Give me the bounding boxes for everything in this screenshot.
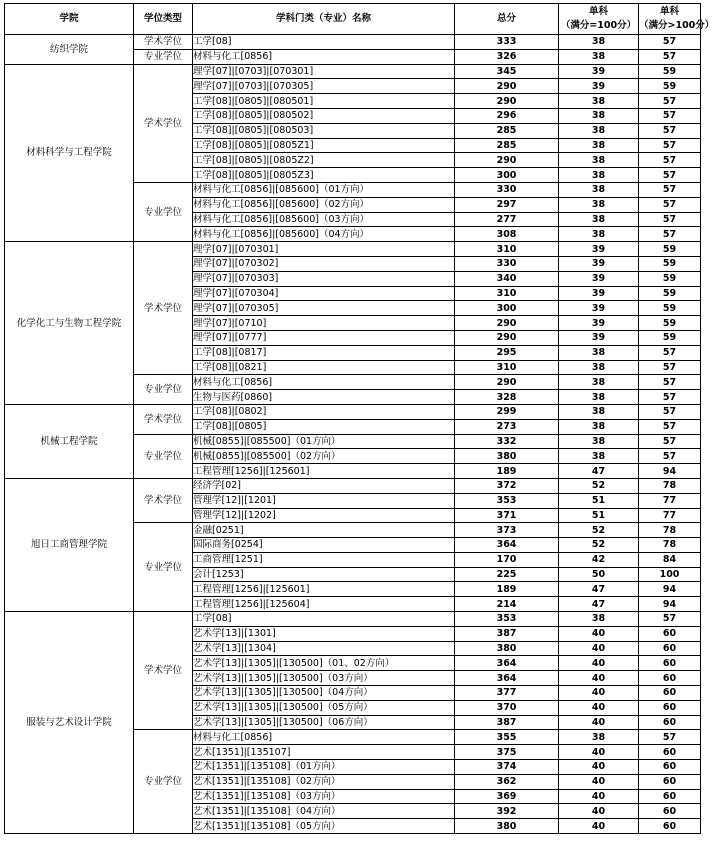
- major-cell: 工学[08]|[0805]|[0805Z1]: [193, 138, 455, 153]
- single-score-b-cell: 59: [639, 242, 701, 257]
- major-cell: 机械[0855]|[085500]（01方向）: [193, 434, 455, 449]
- single-score-b-cell: 78: [639, 478, 701, 493]
- degree-type-cell: 学术学位: [134, 404, 193, 434]
- single-score-a-cell: 39: [559, 286, 639, 301]
- total-score-cell: 392: [455, 804, 559, 819]
- single-score-b-cell: 59: [639, 271, 701, 286]
- college-cell: 纺织学院: [5, 35, 134, 65]
- single-score-a-cell: 50: [559, 567, 639, 582]
- single-score-b-cell: 57: [639, 182, 701, 197]
- degree-type-cell: 专业学位: [134, 375, 193, 405]
- major-cell: 工学[08]|[0805]|[080502]: [193, 108, 455, 123]
- single-score-a-cell: 47: [559, 464, 639, 479]
- single-score-a-cell: 38: [559, 94, 639, 109]
- major-cell: 工程管理[1256]|[125601]: [193, 582, 455, 597]
- total-score-cell: 328: [455, 390, 559, 405]
- major-cell: 艺术学[13]|[1305]|[130500]（04方向）: [193, 686, 455, 701]
- single-score-a-cell: 40: [559, 641, 639, 656]
- college-cell: 化学化工与生物工程学院: [5, 242, 134, 405]
- major-cell: 艺术[1351]|[135108]（04方向）: [193, 804, 455, 819]
- major-cell: 艺术[1351]|[135108]（01方向）: [193, 760, 455, 775]
- single-score-b-cell: 57: [639, 449, 701, 464]
- major-cell: 艺术[1351]|[135107]: [193, 745, 455, 760]
- major-cell: 理学[07]|[0703]|[070305]: [193, 79, 455, 94]
- single-score-b-cell: 94: [639, 597, 701, 612]
- single-score-b-cell: 60: [639, 745, 701, 760]
- total-score-cell: 340: [455, 271, 559, 286]
- header-single-a-line2: （满分=100分）: [560, 20, 637, 31]
- table-row: [5, 35, 701, 50]
- table-row: [5, 478, 701, 493]
- single-score-b-cell: 57: [639, 345, 701, 360]
- major-cell: 理学[07]|[0777]: [193, 330, 455, 345]
- single-score-b-cell: 57: [639, 612, 701, 627]
- major-cell: 艺术学[13]|[1305]|[130500]（03方向）: [193, 671, 455, 686]
- total-score-cell: 189: [455, 464, 559, 479]
- single-score-b-cell: 78: [639, 523, 701, 538]
- total-score-cell: 285: [455, 123, 559, 138]
- single-score-a-cell: 39: [559, 316, 639, 331]
- major-cell: 金融[0251]: [193, 523, 455, 538]
- total-score-cell: 330: [455, 182, 559, 197]
- major-cell: 理学[07]|[0710]: [193, 316, 455, 331]
- single-score-a-cell: 38: [559, 449, 639, 464]
- degree-type-cell: 专业学位: [134, 182, 193, 241]
- single-score-b-cell: 94: [639, 464, 701, 479]
- total-score-cell: 326: [455, 49, 559, 64]
- major-cell: 材料与化工[0856]: [193, 49, 455, 64]
- single-score-a-cell: 38: [559, 123, 639, 138]
- total-score-cell: 170: [455, 552, 559, 567]
- major-cell: 艺术学[13]|[1304]: [193, 641, 455, 656]
- single-score-b-cell: 59: [639, 286, 701, 301]
- single-score-a-cell: 38: [559, 182, 639, 197]
- header-degree-type: 学位类型: [134, 4, 193, 35]
- major-cell: 材料与化工[0856]: [193, 730, 455, 745]
- single-score-a-cell: 51: [559, 493, 639, 508]
- total-score-cell: 277: [455, 212, 559, 227]
- single-score-a-cell: 39: [559, 79, 639, 94]
- single-score-b-cell: 60: [639, 686, 701, 701]
- single-score-a-cell: 40: [559, 804, 639, 819]
- major-cell: 艺术[1351]|[135108]（05方向）: [193, 819, 455, 834]
- single-score-a-cell: 38: [559, 612, 639, 627]
- total-score-cell: 300: [455, 168, 559, 183]
- single-score-a-cell: 38: [559, 197, 639, 212]
- total-score-cell: 300: [455, 301, 559, 316]
- single-score-b-cell: 60: [639, 626, 701, 641]
- major-cell: 艺术[1351]|[135108]（02方向）: [193, 774, 455, 789]
- major-cell: 工学[08]|[0802]: [193, 404, 455, 419]
- single-score-a-cell: 40: [559, 686, 639, 701]
- total-score-cell: 364: [455, 656, 559, 671]
- single-score-b-cell: 78: [639, 538, 701, 553]
- total-score-cell: 299: [455, 404, 559, 419]
- header-total: 总分: [455, 4, 559, 35]
- major-cell: 管理学[12]|[1201]: [193, 493, 455, 508]
- total-score-cell: 310: [455, 360, 559, 375]
- major-cell: 工程管理[1256]|[125604]: [193, 597, 455, 612]
- total-score-cell: 374: [455, 760, 559, 775]
- college-cell: 服装与艺术设计学院: [5, 612, 134, 834]
- single-score-a-cell: 51: [559, 508, 639, 523]
- major-cell: 工学[08]|[0805]|[0805Z3]: [193, 168, 455, 183]
- single-score-a-cell: 38: [559, 35, 639, 50]
- major-cell: 材料与化工[0856]|[085600]（01方向）: [193, 182, 455, 197]
- major-cell: 理学[07]|[070303]: [193, 271, 455, 286]
- degree-type-cell: 专业学位: [134, 434, 193, 478]
- total-score-cell: 387: [455, 626, 559, 641]
- major-cell: 理学[07]|[0703]|[070301]: [193, 64, 455, 79]
- total-score-cell: 308: [455, 227, 559, 242]
- total-score-cell: 353: [455, 493, 559, 508]
- total-score-cell: 290: [455, 375, 559, 390]
- major-cell: 工商管理[1251]: [193, 552, 455, 567]
- header-single-b-line1: 单科: [659, 6, 679, 17]
- major-cell: 材料与化工[0856]|[085600]（02方向）: [193, 197, 455, 212]
- major-cell: 生物与医药[0860]: [193, 390, 455, 405]
- single-score-a-cell: 52: [559, 538, 639, 553]
- single-score-a-cell: 39: [559, 256, 639, 271]
- single-score-b-cell: 60: [639, 700, 701, 715]
- single-score-b-cell: 57: [639, 375, 701, 390]
- total-score-cell: 310: [455, 242, 559, 257]
- total-score-cell: 290: [455, 316, 559, 331]
- total-score-cell: 273: [455, 419, 559, 434]
- single-score-a-cell: 40: [559, 789, 639, 804]
- single-score-a-cell: 40: [559, 715, 639, 730]
- college-cell: 材料科学与工程学院: [5, 64, 134, 242]
- total-score-cell: 214: [455, 597, 559, 612]
- single-score-b-cell: 57: [639, 123, 701, 138]
- degree-type-cell: 专业学位: [134, 730, 193, 834]
- single-score-b-cell: 57: [639, 434, 701, 449]
- single-score-a-cell: 38: [559, 345, 639, 360]
- total-score-cell: 296: [455, 108, 559, 123]
- single-score-b-cell: 60: [639, 819, 701, 834]
- major-cell: 工学[08]|[0805]: [193, 419, 455, 434]
- major-cell: 工程管理[1256]|[125601]: [193, 464, 455, 479]
- major-cell: 材料与化工[0856]|[085600]（04方向）: [193, 227, 455, 242]
- single-score-b-cell: 57: [639, 49, 701, 64]
- major-cell: 会计[1253]: [193, 567, 455, 582]
- single-score-a-cell: 38: [559, 419, 639, 434]
- degree-type-cell: 专业学位: [134, 49, 193, 64]
- total-score-cell: 310: [455, 286, 559, 301]
- header-college: 学院: [5, 4, 134, 35]
- major-cell: 管理学[12]|[1202]: [193, 508, 455, 523]
- single-score-b-cell: 57: [639, 730, 701, 745]
- total-score-cell: 369: [455, 789, 559, 804]
- single-score-a-cell: 38: [559, 375, 639, 390]
- single-score-b-cell: 57: [639, 108, 701, 123]
- single-score-b-cell: 59: [639, 64, 701, 79]
- single-score-a-cell: 38: [559, 390, 639, 405]
- college-cell: 机械工程学院: [5, 404, 134, 478]
- total-score-cell: 373: [455, 523, 559, 538]
- total-score-cell: 295: [455, 345, 559, 360]
- header-row: [5, 4, 701, 35]
- major-cell: 理学[07]|[070304]: [193, 286, 455, 301]
- single-score-b-cell: 60: [639, 789, 701, 804]
- total-score-cell: 225: [455, 567, 559, 582]
- single-score-b-cell: 60: [639, 715, 701, 730]
- single-score-b-cell: 77: [639, 493, 701, 508]
- single-score-a-cell: 38: [559, 153, 639, 168]
- single-score-a-cell: 38: [559, 404, 639, 419]
- total-score-cell: 290: [455, 79, 559, 94]
- single-score-a-cell: 40: [559, 671, 639, 686]
- table-row: [5, 242, 701, 257]
- table-row: [5, 64, 701, 79]
- single-score-a-cell: 40: [559, 745, 639, 760]
- single-score-a-cell: 40: [559, 760, 639, 775]
- major-cell: 艺术学[13]|[1305]|[130500]（05方向）: [193, 700, 455, 715]
- table-row: [5, 612, 701, 627]
- header-single-a: [559, 4, 639, 35]
- single-score-a-cell: 40: [559, 700, 639, 715]
- header-single-a-line1: 单科: [588, 6, 608, 17]
- degree-type-cell: 学术学位: [134, 35, 193, 50]
- single-score-b-cell: 59: [639, 301, 701, 316]
- major-cell: 艺术[1351]|[135108]（03方向）: [193, 789, 455, 804]
- single-score-b-cell: 57: [639, 390, 701, 405]
- single-score-a-cell: 39: [559, 330, 639, 345]
- single-score-a-cell: 38: [559, 138, 639, 153]
- major-cell: 艺术学[13]|[1305]|[130500]（01、02方向）: [193, 656, 455, 671]
- single-score-b-cell: 57: [639, 419, 701, 434]
- single-score-b-cell: 59: [639, 316, 701, 331]
- total-score-cell: 375: [455, 745, 559, 760]
- major-cell: 工学[08]|[0821]: [193, 360, 455, 375]
- single-score-b-cell: 57: [639, 153, 701, 168]
- single-score-a-cell: 52: [559, 478, 639, 493]
- single-score-a-cell: 38: [559, 49, 639, 64]
- single-score-a-cell: 39: [559, 64, 639, 79]
- single-score-a-cell: 38: [559, 108, 639, 123]
- header-major: 学科门类（专业）名称: [193, 4, 455, 35]
- single-score-a-cell: 38: [559, 212, 639, 227]
- single-score-a-cell: 52: [559, 523, 639, 538]
- major-cell: 国际商务[0254]: [193, 538, 455, 553]
- degree-type-cell: 学术学位: [134, 64, 193, 182]
- total-score-cell: 380: [455, 641, 559, 656]
- single-score-b-cell: 94: [639, 582, 701, 597]
- major-cell: 工学[08]: [193, 35, 455, 50]
- single-score-b-cell: 57: [639, 404, 701, 419]
- single-score-b-cell: 57: [639, 168, 701, 183]
- single-score-b-cell: 59: [639, 79, 701, 94]
- single-score-a-cell: 40: [559, 656, 639, 671]
- single-score-b-cell: 60: [639, 671, 701, 686]
- major-cell: 材料与化工[0856]: [193, 375, 455, 390]
- major-cell: 理学[07]|[070302]: [193, 256, 455, 271]
- degree-type-cell: 专业学位: [134, 523, 193, 612]
- single-score-b-cell: 60: [639, 760, 701, 775]
- single-score-a-cell: 40: [559, 819, 639, 834]
- degree-type-cell: 学术学位: [134, 242, 193, 375]
- total-score-cell: 387: [455, 715, 559, 730]
- degree-type-cell: 学术学位: [134, 612, 193, 730]
- major-cell: 工学[08]|[0805]|[080503]: [193, 123, 455, 138]
- single-score-b-cell: 59: [639, 256, 701, 271]
- total-score-cell: 290: [455, 330, 559, 345]
- single-score-b-cell: 60: [639, 641, 701, 656]
- table-row: [5, 404, 701, 419]
- header-single-b-line2: （满分>100分）: [639, 20, 714, 31]
- single-score-a-cell: 38: [559, 730, 639, 745]
- total-score-cell: 330: [455, 256, 559, 271]
- total-score-cell: 372: [455, 478, 559, 493]
- total-score-cell: 364: [455, 671, 559, 686]
- total-score-cell: 364: [455, 538, 559, 553]
- single-score-a-cell: 42: [559, 552, 639, 567]
- single-score-b-cell: 60: [639, 774, 701, 789]
- single-score-b-cell: 77: [639, 508, 701, 523]
- single-score-a-cell: 38: [559, 360, 639, 375]
- table-body: [5, 35, 701, 834]
- single-score-b-cell: 57: [639, 360, 701, 375]
- total-score-cell: 377: [455, 686, 559, 701]
- major-cell: 艺术学[13]|[1301]: [193, 626, 455, 641]
- single-score-a-cell: 38: [559, 227, 639, 242]
- major-cell: 工学[08]|[0805]|[080501]: [193, 94, 455, 109]
- single-score-b-cell: 60: [639, 656, 701, 671]
- total-score-cell: 189: [455, 582, 559, 597]
- single-score-a-cell: 47: [559, 582, 639, 597]
- single-score-b-cell: 57: [639, 197, 701, 212]
- single-score-b-cell: 84: [639, 552, 701, 567]
- total-score-cell: 290: [455, 153, 559, 168]
- total-score-cell: 380: [455, 449, 559, 464]
- major-cell: 理学[07]|[070301]: [193, 242, 455, 257]
- major-cell: 工学[08]|[0817]: [193, 345, 455, 360]
- header-single-b: [639, 4, 714, 35]
- total-score-cell: 370: [455, 700, 559, 715]
- single-score-b-cell: 57: [639, 94, 701, 109]
- single-score-a-cell: 39: [559, 242, 639, 257]
- single-score-a-cell: 40: [559, 626, 639, 641]
- single-score-a-cell: 39: [559, 271, 639, 286]
- major-cell: 经济学[02]: [193, 478, 455, 493]
- degree-type-cell: 学术学位: [134, 478, 193, 522]
- single-score-b-cell: 60: [639, 804, 701, 819]
- single-score-b-cell: 59: [639, 330, 701, 345]
- single-score-b-cell: 57: [639, 138, 701, 153]
- major-cell: 理学[07]|[070305]: [193, 301, 455, 316]
- single-score-a-cell: 38: [559, 168, 639, 183]
- single-score-a-cell: 39: [559, 301, 639, 316]
- single-score-a-cell: 38: [559, 434, 639, 449]
- college-cell: 旭日工商管理学院: [5, 478, 134, 611]
- single-score-b-cell: 57: [639, 212, 701, 227]
- total-score-cell: 333: [455, 35, 559, 50]
- total-score-cell: 362: [455, 774, 559, 789]
- score-table: [4, 3, 714, 834]
- total-score-cell: 285: [455, 138, 559, 153]
- total-score-cell: 353: [455, 612, 559, 627]
- total-score-cell: 332: [455, 434, 559, 449]
- total-score-cell: 380: [455, 819, 559, 834]
- total-score-cell: 345: [455, 64, 559, 79]
- single-score-a-cell: 47: [559, 597, 639, 612]
- total-score-cell: 355: [455, 730, 559, 745]
- single-score-b-cell: 57: [639, 227, 701, 242]
- single-score-a-cell: 40: [559, 774, 639, 789]
- major-cell: 工学[08]|[0805]|[0805Z2]: [193, 153, 455, 168]
- major-cell: 工学[08]: [193, 612, 455, 627]
- total-score-cell: 297: [455, 197, 559, 212]
- total-score-cell: 371: [455, 508, 559, 523]
- single-score-b-cell: 100: [639, 567, 701, 582]
- total-score-cell: 290: [455, 94, 559, 109]
- major-cell: 材料与化工[0856]|[085600]（03方向）: [193, 212, 455, 227]
- major-cell: 艺术学[13]|[1305]|[130500]（06方向）: [193, 715, 455, 730]
- major-cell: 机械[0855]|[085500]（02方向）: [193, 449, 455, 464]
- single-score-b-cell: 57: [639, 35, 701, 50]
